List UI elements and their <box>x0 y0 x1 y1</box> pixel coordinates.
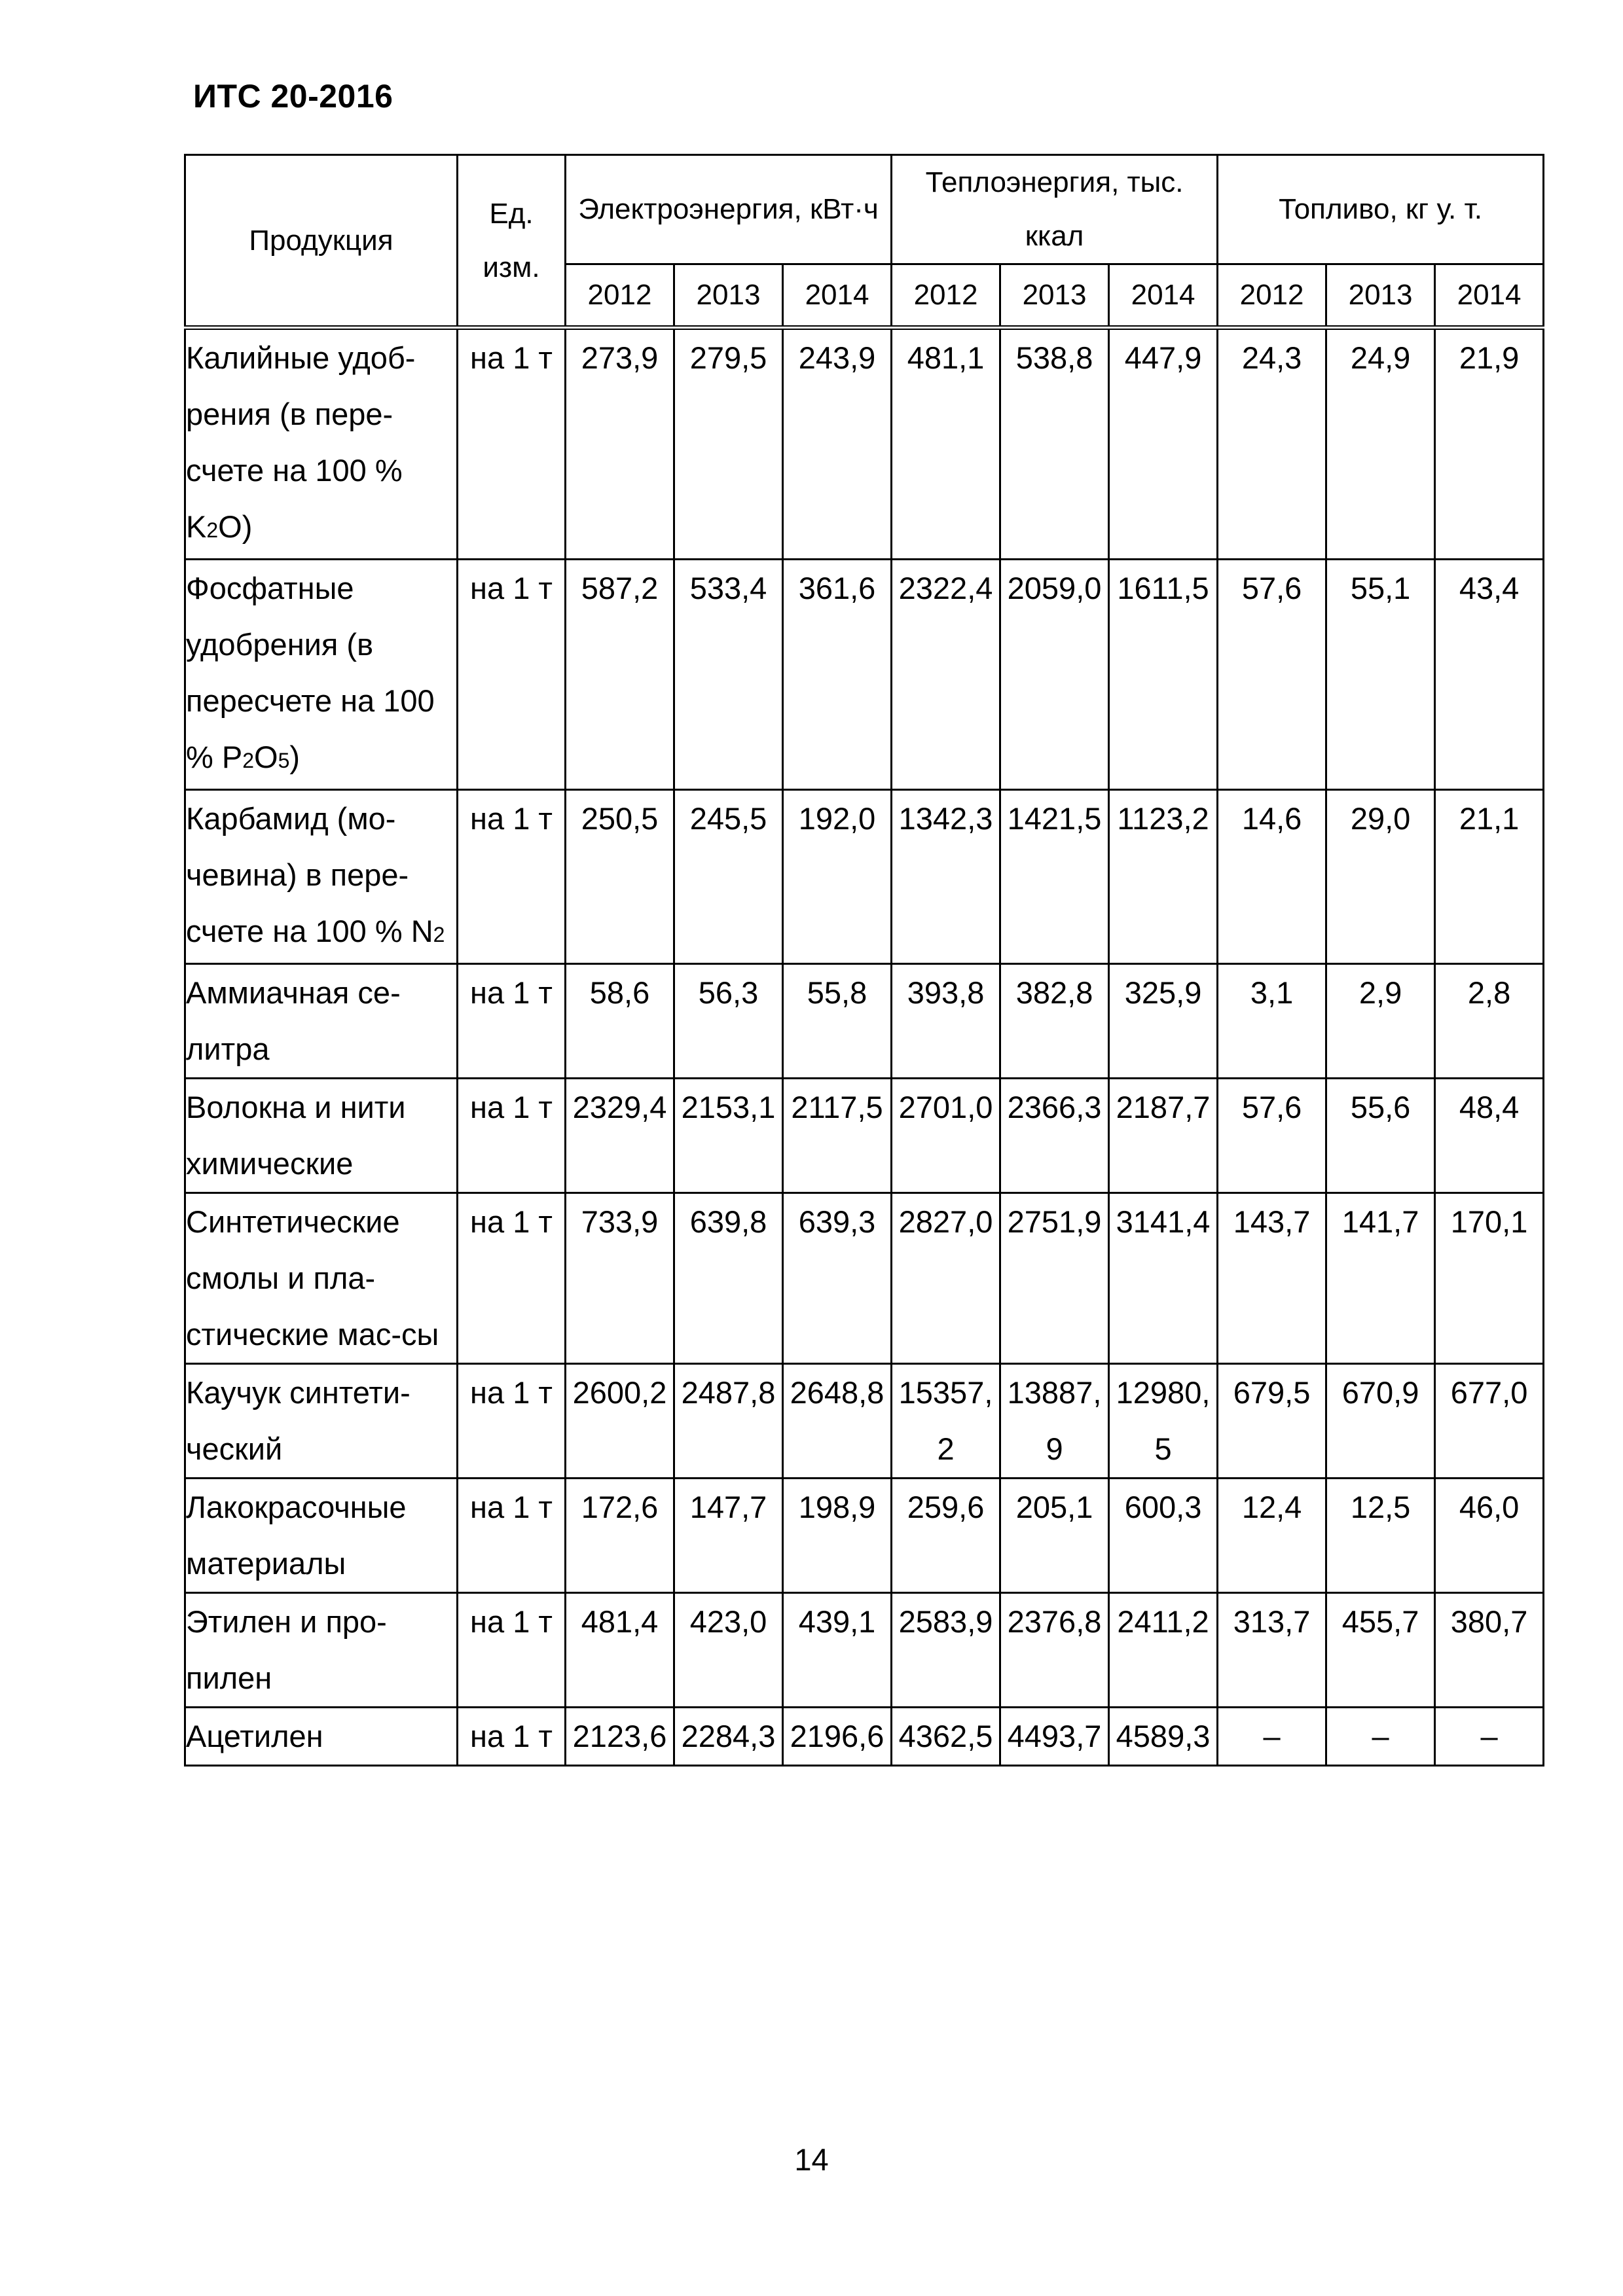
value-cell: 13887,9 <box>1000 1364 1109 1479</box>
value-cell: 382,8 <box>1000 964 1109 1079</box>
unit-cell: на 1 т <box>458 1479 566 1593</box>
product-name-tail: ) <box>289 740 301 774</box>
value-cell: 143,7 <box>1218 1193 1326 1364</box>
value-cell: 679,5 <box>1218 1364 1326 1479</box>
value-cell: 2,8 <box>1435 964 1544 1079</box>
value-cell: 259,6 <box>892 1479 1000 1593</box>
value-cell: 2059,0 <box>1000 560 1109 790</box>
value-cell: 4362,5 <box>892 1708 1000 1766</box>
year-header-cell: 2012 <box>566 264 674 328</box>
value-cell: 43,4 <box>1435 560 1544 790</box>
product-cell <box>185 328 458 560</box>
product-cell <box>185 1593 458 1708</box>
value-cell: 205,1 <box>1000 1479 1109 1593</box>
value-cell: – <box>1326 1708 1435 1766</box>
unit-cell: на 1 т <box>458 1708 566 1766</box>
value-cell: 170,1 <box>1435 1193 1544 1364</box>
value-cell: 2123,6 <box>566 1708 674 1766</box>
value-cell: 423,0 <box>674 1593 783 1708</box>
value-cell: 2583,9 <box>892 1593 1000 1708</box>
chem-element: P <box>221 740 243 774</box>
value-cell: 15357,2 <box>892 1364 1000 1479</box>
value-cell: 12,5 <box>1326 1479 1435 1593</box>
value-cell: 48,4 <box>1435 1079 1544 1193</box>
value-cell: 313,7 <box>1218 1593 1326 1708</box>
value-cell: 192,0 <box>783 790 892 964</box>
value-cell: 55,8 <box>783 964 892 1079</box>
value-cell: 2117,5 <box>783 1079 892 1193</box>
value-cell: 4493,7 <box>1000 1708 1109 1766</box>
value-cell: 12,4 <box>1218 1479 1326 1593</box>
value-cell: 2648,8 <box>783 1364 892 1479</box>
product-cell <box>185 560 458 790</box>
product-name: Фосфатные удобрения (в пересчете на 100 % <box>186 571 435 774</box>
product-cell <box>185 964 458 1079</box>
value-cell: 481,4 <box>566 1593 674 1708</box>
value-cell: 2329,4 <box>566 1079 674 1193</box>
product-name: Волокна и нити химические <box>186 1090 406 1181</box>
value-cell: 639,3 <box>783 1193 892 1364</box>
product-cell <box>185 790 458 964</box>
value-cell: 3141,4 <box>1109 1193 1218 1364</box>
chem-subscript: 2 <box>206 518 219 542</box>
value-cell: 2487,8 <box>674 1364 783 1479</box>
year-header-cell: 2014 <box>783 264 892 328</box>
value-cell: 56,3 <box>674 964 783 1079</box>
chem-subscript: 5 <box>278 749 290 772</box>
value-cell: 2751,9 <box>1000 1193 1109 1364</box>
chem-element: O <box>254 740 278 774</box>
col-header-heat: Теплоэнергия, тыс. ккал <box>892 155 1218 264</box>
product-cell <box>185 1193 458 1364</box>
value-cell: 29,0 <box>1326 790 1435 964</box>
value-cell: 677,0 <box>1435 1364 1544 1479</box>
col-header-fuel: Топливо, кг у. т. <box>1218 155 1544 264</box>
document-code: ИТС 20-2016 <box>193 78 393 115</box>
value-cell: 2284,3 <box>674 1708 783 1766</box>
value-cell: 538,8 <box>1000 328 1109 560</box>
unit-cell: на 1 т <box>458 1079 566 1193</box>
value-cell: 1123,2 <box>1109 790 1218 964</box>
value-cell: 55,6 <box>1326 1079 1435 1193</box>
chem-subscript: 2 <box>242 749 255 772</box>
table-row <box>185 560 1544 790</box>
unit-cell: на 1 т <box>458 560 566 790</box>
value-cell: 2196,6 <box>783 1708 892 1766</box>
value-cell: 2,9 <box>1326 964 1435 1079</box>
value-cell: 2153,1 <box>674 1079 783 1193</box>
energy-consumption-table <box>184 154 1544 1767</box>
unit-cell: на 1 т <box>458 1193 566 1364</box>
value-cell: 439,1 <box>783 1593 892 1708</box>
value-cell: 141,7 <box>1326 1193 1435 1364</box>
value-cell: 325,9 <box>1109 964 1218 1079</box>
value-cell: 24,9 <box>1326 328 1435 560</box>
value-cell: 670,9 <box>1326 1364 1435 1479</box>
value-cell: 55,1 <box>1326 560 1435 790</box>
value-cell: 361,6 <box>783 560 892 790</box>
table-row <box>185 1708 1544 1766</box>
chem-element: O <box>218 509 242 544</box>
table-row <box>185 964 1544 1079</box>
year-header-cell: 2012 <box>892 264 1000 328</box>
product-name: Аммиачная се-литра <box>186 975 401 1066</box>
value-cell: 250,5 <box>566 790 674 964</box>
value-cell: 2411,2 <box>1109 1593 1218 1708</box>
value-cell: 393,8 <box>892 964 1000 1079</box>
value-cell: 245,5 <box>674 790 783 964</box>
value-cell: 1342,3 <box>892 790 1000 964</box>
product-name: Синтетические смолы и пла-стические мас-сы <box>186 1204 439 1352</box>
value-cell: 58,6 <box>566 964 674 1079</box>
table-row <box>185 1479 1544 1593</box>
col-header-product: Продукция <box>185 155 458 328</box>
value-cell: 14,6 <box>1218 790 1326 964</box>
value-cell: 587,2 <box>566 560 674 790</box>
table-row <box>185 1079 1544 1193</box>
chem-element: K <box>186 509 207 544</box>
value-cell: 21,9 <box>1435 328 1544 560</box>
product-name: Каучук синтети-ческий <box>186 1375 410 1466</box>
value-cell: 57,6 <box>1218 1079 1326 1193</box>
year-header-cell: 2014 <box>1109 264 1218 328</box>
value-cell: 21,1 <box>1435 790 1544 964</box>
value-cell: 2322,4 <box>892 560 1000 790</box>
product-name: Карбамид (мо-чевина) в пере-счете на 100 % <box>186 801 411 948</box>
value-cell: 57,6 <box>1218 560 1326 790</box>
year-header-cell: 2013 <box>1000 264 1109 328</box>
table-row <box>185 1364 1544 1479</box>
value-cell: 2187,7 <box>1109 1079 1218 1193</box>
product-name: Калийные удоб-рения (в пере-счете на 100 % <box>186 340 416 488</box>
value-cell: 273,9 <box>566 328 674 560</box>
product-cell <box>185 1079 458 1193</box>
value-cell: 447,9 <box>1109 328 1218 560</box>
value-cell: 2600,2 <box>566 1364 674 1479</box>
value-cell: 24,3 <box>1218 328 1326 560</box>
value-cell: – <box>1435 1708 1544 1766</box>
value-cell: 2366,3 <box>1000 1079 1109 1193</box>
value-cell: 2827,0 <box>892 1193 1000 1364</box>
value-cell: 600,3 <box>1109 1479 1218 1593</box>
product-cell <box>185 1364 458 1479</box>
unit-cell: на 1 т <box>458 328 566 560</box>
table-row <box>185 1193 1544 1364</box>
year-header-cell: 2013 <box>674 264 783 328</box>
value-cell: 1611,5 <box>1109 560 1218 790</box>
value-cell: 481,1 <box>892 328 1000 560</box>
value-cell: 2701,0 <box>892 1079 1000 1193</box>
value-cell: 733,9 <box>566 1193 674 1364</box>
value-cell: 243,9 <box>783 328 892 560</box>
product-name: Этилен и про-пилен <box>186 1604 387 1695</box>
value-cell: 198,9 <box>783 1479 892 1593</box>
year-header-cell: 2014 <box>1435 264 1544 328</box>
product-name-tail: ) <box>242 509 253 544</box>
page-number: 14 <box>794 2142 829 2177</box>
product-cell <box>185 1708 458 1766</box>
value-cell: 4589,3 <box>1109 1708 1218 1766</box>
year-header-cell: 2012 <box>1218 264 1326 328</box>
chem-element: N <box>410 914 433 948</box>
unit-cell: на 1 т <box>458 964 566 1079</box>
value-cell: 1421,5 <box>1000 790 1109 964</box>
value-cell: 279,5 <box>674 328 783 560</box>
value-cell: – <box>1218 1708 1326 1766</box>
col-header-unit: Ед. изм. <box>458 155 566 328</box>
unit-cell: на 1 т <box>458 790 566 964</box>
year-header-cell: 2013 <box>1326 264 1435 328</box>
product-name: Лакокрасочные материалы <box>186 1490 407 1581</box>
table-row <box>185 1593 1544 1708</box>
value-cell: 380,7 <box>1435 1593 1544 1708</box>
value-cell: 639,8 <box>674 1193 783 1364</box>
table-row <box>185 790 1544 964</box>
value-cell: 147,7 <box>674 1479 783 1593</box>
product-name: Ацетилен <box>186 1719 323 1753</box>
table-row <box>185 328 1544 560</box>
unit-cell: на 1 т <box>458 1593 566 1708</box>
chem-subscript: 2 <box>433 923 445 946</box>
value-cell: 46,0 <box>1435 1479 1544 1593</box>
value-cell: 2376,8 <box>1000 1593 1109 1708</box>
unit-cell: на 1 т <box>458 1364 566 1479</box>
value-cell: 172,6 <box>566 1479 674 1593</box>
value-cell: 455,7 <box>1326 1593 1435 1708</box>
product-cell <box>185 1479 458 1593</box>
col-header-electricity: Электроэнергия, кВт·ч <box>566 155 892 264</box>
value-cell: 12980,5 <box>1109 1364 1218 1479</box>
value-cell: 533,4 <box>674 560 783 790</box>
value-cell: 3,1 <box>1218 964 1326 1079</box>
